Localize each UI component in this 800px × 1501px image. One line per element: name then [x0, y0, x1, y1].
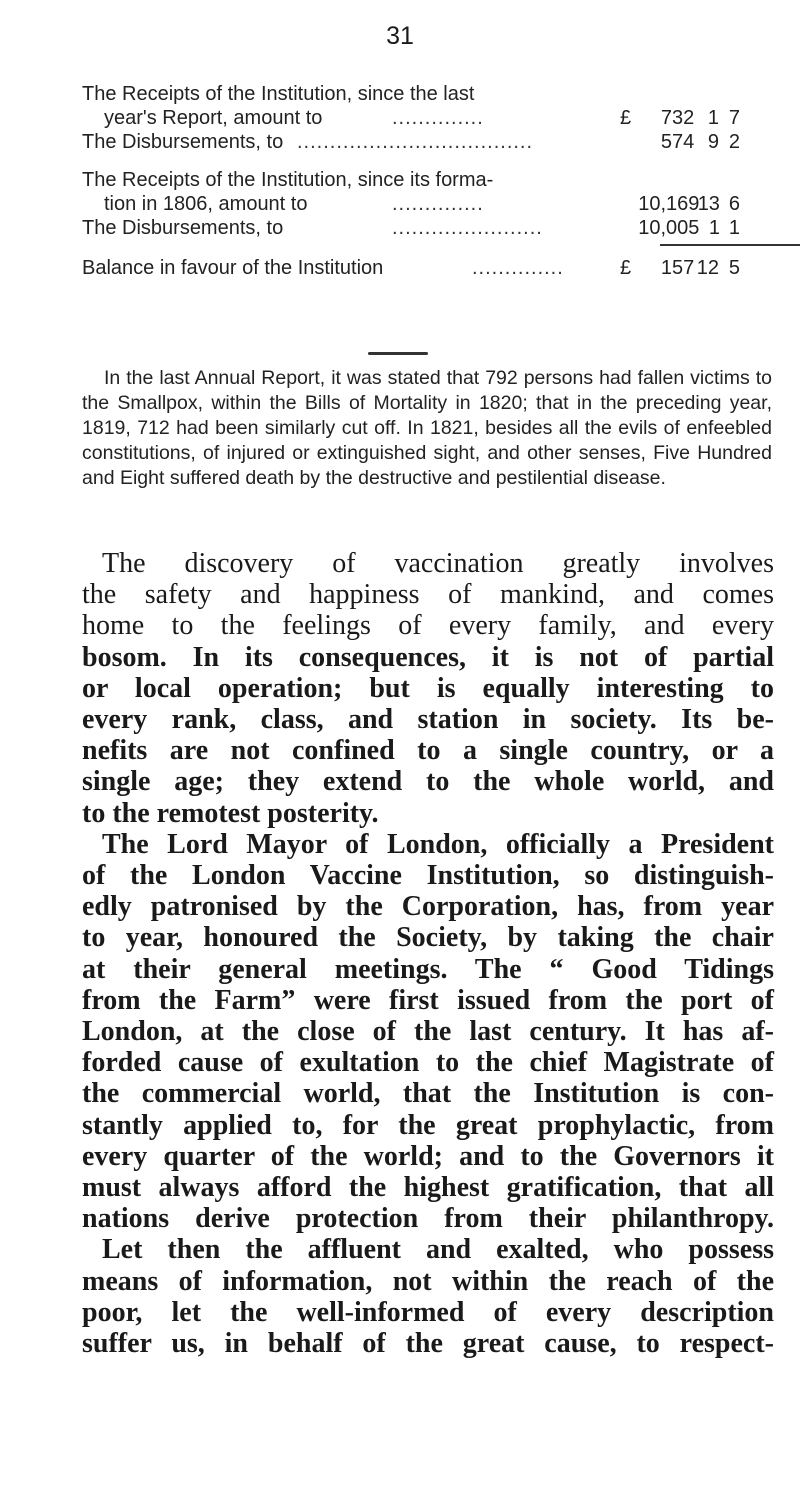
leader-dots: ....................................	[297, 131, 534, 153]
report-paragraph	[82, 366, 772, 491]
pence-value: 1	[728, 217, 740, 239]
body-line: means of information, not within the reach of the	[82, 1265, 774, 1297]
body-line: the safety and happiness of mankind, and comes	[82, 579, 774, 611]
pounds-value: 10,169	[638, 193, 700, 215]
leader-dots: ..............	[392, 193, 484, 215]
currency-symbol: £	[620, 257, 632, 279]
account-label: Balance in favour of the Institution	[82, 257, 384, 279]
pounds-value: 574	[660, 131, 695, 153]
report-paragraph-text: In the last Annual Report, it was stated that 792 persons had fallen victims to the Smallpox, within the Bills of Mortality in 1820; that in the preceding year, 1819, 712 had been similarly cut off. In 1821, besides all the evils of enfeebled constitutions, of injured or extinguished sight, and other senses, Five Hundred and Eight suffered death by the destructive and pestilential disease.	[82, 367, 772, 489]
body-line: to the remotest posterity.	[82, 797, 379, 829]
body-line: suffer us, in behalf of the great cause, to respect-	[82, 1328, 774, 1360]
account-row	[82, 192, 762, 216]
account-row	[82, 82, 762, 106]
body-line: every rank, class, and station in society. Its be-	[82, 704, 774, 736]
account-label: The Receipts of the Institution, since its forma-	[82, 169, 494, 191]
currency-symbol: £	[620, 107, 632, 129]
pence-value: 7	[728, 107, 740, 129]
account-label: The Disbursements, to	[82, 217, 284, 239]
account-amount	[620, 130, 740, 154]
account-amount	[620, 106, 740, 130]
body-line: of the London Vaccine Institution, so distinguish-	[82, 860, 774, 892]
body-line: every quarter of the world; and to the Governors it	[82, 1140, 774, 1172]
shillings-value: 1	[708, 217, 720, 239]
body-line: bosom. In its consequences, it is not of partial	[82, 641, 774, 673]
accounts-table	[82, 82, 762, 280]
account-amount	[620, 216, 740, 240]
body-line: from the Farm” were first issued from the port of	[82, 984, 774, 1016]
body-line: to year, honoured the Society, by taking the chair	[82, 922, 774, 954]
shillings-value: 13	[697, 193, 720, 215]
shillings-value: 9	[707, 131, 720, 153]
account-label: The Receipts of the Institution, since the last	[82, 83, 475, 105]
body-line: at their general meetings. The “ Good Tidings	[82, 953, 774, 985]
account-row	[82, 168, 762, 192]
body-line: edly patronised by the Corporation, has, from year	[82, 891, 774, 923]
body-line: home to the feelings of every family, and every	[82, 610, 774, 642]
leader-dots: ..............	[472, 257, 564, 279]
pounds-value: 10,005	[638, 217, 700, 239]
page-number: 31	[386, 22, 414, 50]
account-row	[82, 256, 762, 280]
body-line: single age; they extend to the whole world, and	[82, 766, 774, 798]
section-divider	[368, 352, 428, 355]
account-row	[82, 106, 762, 130]
body-line: Let then the affluent and exalted, who possess	[102, 1234, 774, 1266]
body-line: poor, let the well-informed of every description	[82, 1296, 774, 1328]
account-label: year's Report, amount to	[104, 107, 323, 129]
body-text	[82, 548, 774, 1359]
account-label: The Disbursements, to	[82, 131, 284, 153]
body-line: or local operation; but is equally interesting to	[82, 672, 774, 704]
shillings-value: 1	[707, 107, 720, 129]
body-line: must always afford the highest gratification, that all	[82, 1172, 774, 1204]
sum-rule	[660, 244, 800, 246]
body-line: nations derive protection from their philanthropy.	[82, 1203, 774, 1235]
body-line: the commercial world, that the Institution is con-	[82, 1078, 774, 1110]
body-line: forded cause of exultation to the chief Magistrate of	[82, 1047, 774, 1079]
pence-value: 6	[728, 193, 740, 215]
pence-value: 2	[728, 131, 740, 153]
pounds-value: 157	[660, 257, 695, 279]
leader-dots: .......................	[392, 217, 543, 239]
account-amount	[620, 256, 740, 280]
body-line: nefits are not confined to a single country, or a	[82, 735, 774, 767]
body-line: The Lord Mayor of London, officially a President	[102, 828, 774, 860]
pence-value: 5	[728, 257, 740, 279]
account-label: tion in 1806, amount to	[104, 193, 308, 215]
shillings-value: 12	[696, 257, 720, 279]
body-line: stantly applied to, for the great prophylactic, from	[82, 1109, 774, 1141]
account-amount	[620, 192, 740, 216]
account-row	[82, 130, 762, 154]
body-line: London, at the close of the last century. It has af-	[82, 1016, 774, 1048]
account-row	[82, 216, 762, 240]
body-line: The discovery of vaccination greatly involves	[102, 548, 774, 579]
pounds-value: 732	[660, 107, 695, 129]
leader-dots: ..............	[392, 107, 484, 129]
